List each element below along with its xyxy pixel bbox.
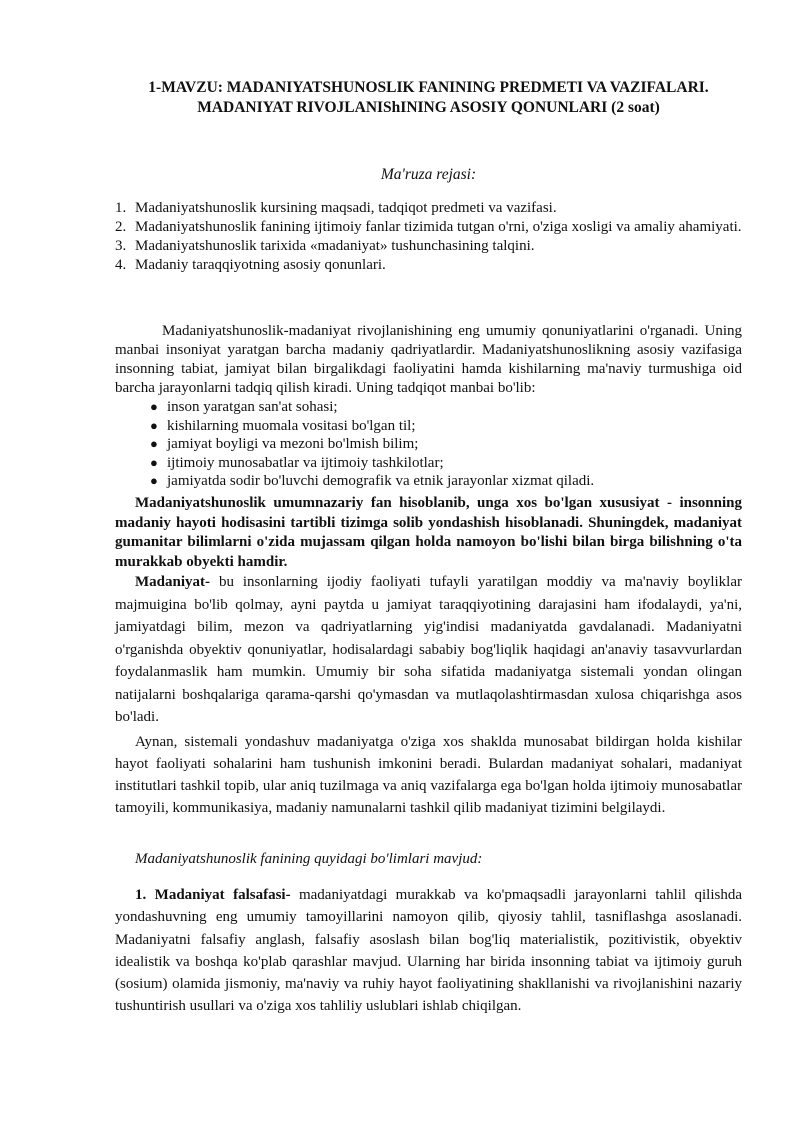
plan-item-number: 1. <box>115 200 127 216</box>
systems-paragraph: Aynan, sistemali yondashuv madaniyatga o'ziga xos shaklda munosabat bildirgan holda kishilar hayot faoliyati sohalarini ham tushunish imkonini beradi. Bulardan madaniyat sohalari, madaniyat institutlari tashkil topib, ular aniq tuzilmaga va aniq vazifalarga ega bo'lgan holda ijtimoiy munosabatlar tamoyili, kommunikasiya, madaniy namunalarni tashkil qilib madaniyat tizimini belgilaydi. <box>115 734 742 816</box>
plan-heading: Ma'ruza rejasi: <box>380 166 477 183</box>
section-1-text: madaniyatdagi murakkab va ko'pmaqsadli jarayonlarni tahlil qilishda yondashuvning eng umumiy tamoyillarini namoyon qilib, qiyosiy tahlil, tasniflashga asoslanadi. Madaniyatni falsafiy anglash, falsafiy asoslash bilan bog'liq materialistik, pozitivistik, obyektiv idealistik va boshqa ko'plab qarashlar mavjud. Ularning har birida insonning tabiat va ijtimoiy guruh (sosium) olamida jismoniy, ma'naviy va ruhiy hayot faoliyatining shakllanishi va rivojlanishini nazariy tushuntirish usullari va o'ziga xos tahliliy uslublari ishlab chiqilgan. <box>115 887 742 1015</box>
definition-text: bu insonlarning ijodiy faoliyati tufayli yaratilgan moddiy va ma'naviy boyliklar majmuigina bo'lib qolmay, ayni paytda u jamiyat taraqqiyotining darajasini ham ifodalaydi, ya'ni, jamiyatdagi bilim, mezon va qadriyatlarning yig'indisi madaniyatda gavdalanadi. Madaniyatni o'rganishda obyektiv qonuniyatlar, hodisalardagi sababiy bog'liqlik haqidagi an'anaviy tasavvurlardan foydalanmaslik ham mumkin. Umumiy bir soha sifatida madaniyatga sistemali yondan olingan natijalarni boshqalariga qarama-qarshi qo'ymasdan va mutlaqolashtirmasdan xulosa chiqarishga asos bo'ladi. <box>115 574 742 725</box>
list-item-text: jamiyatda sodir bo'luvchi demografik va etnik jarayonlar xizmat qiladi. <box>167 473 595 489</box>
plan-list <box>115 199 742 275</box>
bullet-icon: ● <box>150 436 158 451</box>
plan-item-text: Madaniyatshunoslik tarixida «madaniyat» tushunchasining talqini. <box>135 238 535 254</box>
list-item-text: jamiyat boyligi va mezoni bo'lmish bilim; <box>167 436 419 452</box>
plan-item <box>115 256 742 275</box>
bullet-icon: ● <box>150 473 158 488</box>
title-line-1: 1-MAVZU: MADANIYATSHUNOSLIK FANINING PREDMETI VA VAZIFALARI. <box>148 79 709 96</box>
plan-item <box>115 237 742 256</box>
definition-paragraph <box>115 571 742 729</box>
source-list <box>147 398 742 491</box>
list-item-text: inson yaratgan san'at sohasi; <box>167 399 338 415</box>
list-item <box>147 472 742 491</box>
bullet-icon: ● <box>150 399 158 414</box>
plan-item-text: Madaniyatshunoslik kursining maqsadi, tadqiqot predmeti va vazifasi. <box>135 200 557 216</box>
page-title <box>110 78 747 118</box>
bullet-icon: ● <box>150 417 158 433</box>
sections-heading: Madaniyatshunoslik fanining quyidagi bo'limlari mavjud: <box>135 851 483 867</box>
bold-paragraph: Madaniyatshunoslik umumnazariy fan hisoblanib, unga xos bo'lgan xususiyat - insonning madaniy hayoti hodisasini tartibli tizimga solib yondashish hisoblanadi. Shuningdek, madaniyat gumanitar bilimlarni o'zida mujassam qilgan holda namoyon bo'lishi bilan birga bilishning o'ta murakkab obyekti hamdir. <box>115 495 742 570</box>
list-item <box>147 435 742 454</box>
plan-item-text: Madaniy taraqqiyotning asosiy qonunlari. <box>135 257 386 273</box>
title-line-2: MADANIYAT RIVOJLANIShINING ASOSIY QONUNLARI (2 soat) <box>197 99 660 116</box>
definition-term: Madaniyat- <box>135 574 210 590</box>
section-1-paragraph <box>115 884 742 1018</box>
bullet-icon: ● <box>150 454 158 470</box>
plan-item <box>115 218 742 237</box>
plan-item-number: 4. <box>115 257 127 273</box>
plan-item-number: 3. <box>115 238 127 254</box>
list-item <box>147 417 742 436</box>
list-item <box>147 454 742 473</box>
plan-item-text: Madaniyatshunoslik fanining ijtimoiy fanlar tizimida tutgan o'rni, o'ziga xosligi va amaliy ahamiyati. <box>135 219 742 235</box>
list-item <box>147 398 742 417</box>
plan-item-number: 2. <box>115 219 127 235</box>
list-item-text: ijtimoiy munosabatlar va ijtimoiy tashkilotlar; <box>167 454 444 471</box>
section-1-term: 1. Madaniyat falsafasi- <box>135 887 291 903</box>
plan-item <box>115 199 742 218</box>
list-item-text: kishilarning muomala vositasi bo'lgan til; <box>167 417 416 434</box>
intro-paragraph: Madaniyatshunoslik-madaniyat rivojlanishining eng umumiy qonuniyatlarini o'rganadi. Uning manbai insoniyat yaratgan barcha madaniy qadriyatlardir. Madaniyatshunoslikning asosiy vazifasiga insonning tabiat, jamiyat bilan birgalikdagi faoliyatini hamda kishilarning ma'naviy turmushiga oid barcha jarayonlarni tadqiq qilish kiradi. Uning tadqiqot manbai bo'lib: <box>115 323 742 396</box>
